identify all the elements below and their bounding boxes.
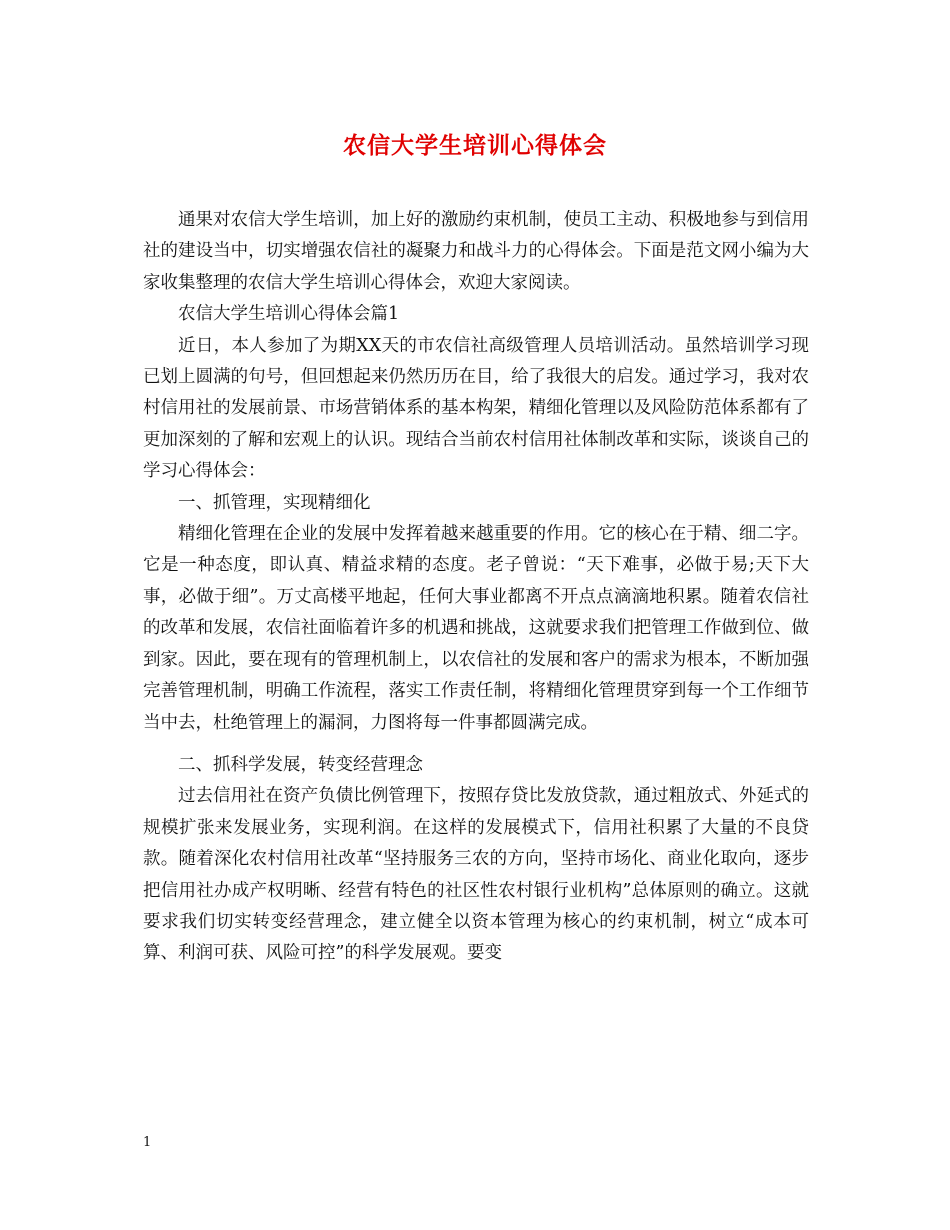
body-paragraph-3: 过去信用社在资产负债比例管理下，按照存贷比发放贷款，通过粗放式、外延式的规模扩张来发展业务，实现利润。在这样的发展模式下，信用社积累了大量的不良贷款。随着深化农村信用社改革“坚持服务三农的方向，坚持市场化、商业化取向，逐步把信用社办成产权明晰、经营有特色的社区性农村银行业机构”总体原则的确立。这就要求我们切实转变经营理念，建立健全以资本管理为核心的约束机制，树立“成本可算、利润可获、风险可控”的科学发展观。要变 — [143, 786, 809, 964]
page-number: 1 — [143, 1135, 152, 1150]
body-paragraph-2: 精细化管理在企业的发展中发挥着越来越重要的作用。它的核心在于精、细二字。它是一种态度，即认真、精益求精的态度。老子曾说：“天下难事，必做于易;天下大事，必做于细”。万丈高楼平地起，任何大事业都离不开点点滴滴地积累。随着农信社的改革和发展，农信社面临着许多的机遇和挑战，这就要求我们把管理工作做到位、做到家。因此，要在现有的管理机制上，以农信社的发展和客户的需求为根本，不断加强完善管理机制，明确工作流程，落实工作责任制，将精细化管理贯穿到每一个工作细节当中去，杜绝管理上的漏洞，力图将每一件事都圆满完成。 — [143, 524, 809, 733]
section-heading-1: 一、抓管理，实现精细化 — [178, 492, 371, 513]
body-paragraph-1: 近日，本人参加了为期XX天的市农信社高级管理人员培训活动。虽然培训学习现已划上圆满的句号，但回想起来仍然历历在目，给了我很大的启发。通过学习，我对农村信用社的发展前景、市场营销体系的基本构架，精细化管理以及风险防范体系都有了更加深刻的了解和宏观上的认识。现结合当前农村信用社体制改革和实际，谈谈自己的学习心得体会： — [143, 335, 809, 482]
document-body — [143, 205, 809, 970]
paragraph-gap — [143, 739, 809, 750]
intro-paragraph: 通果对农信大学生培训，加上好的激励约束机制，使员工主动、积极地参与到信用社的建设当中，切实增强农信社的凝聚力和战斗力的心得体会。下面是范文网小编为大家收集整理的农信大学生培训心得体会，欢迎大家阅读。 — [143, 210, 809, 293]
section-heading-2: 二、抓科学发展，转变经营理念 — [178, 754, 423, 775]
document-title: 农信大学生培训心得体会 — [343, 132, 607, 159]
section-heading-part-1: 农信大学生培训心得体会篇1 — [178, 304, 400, 325]
